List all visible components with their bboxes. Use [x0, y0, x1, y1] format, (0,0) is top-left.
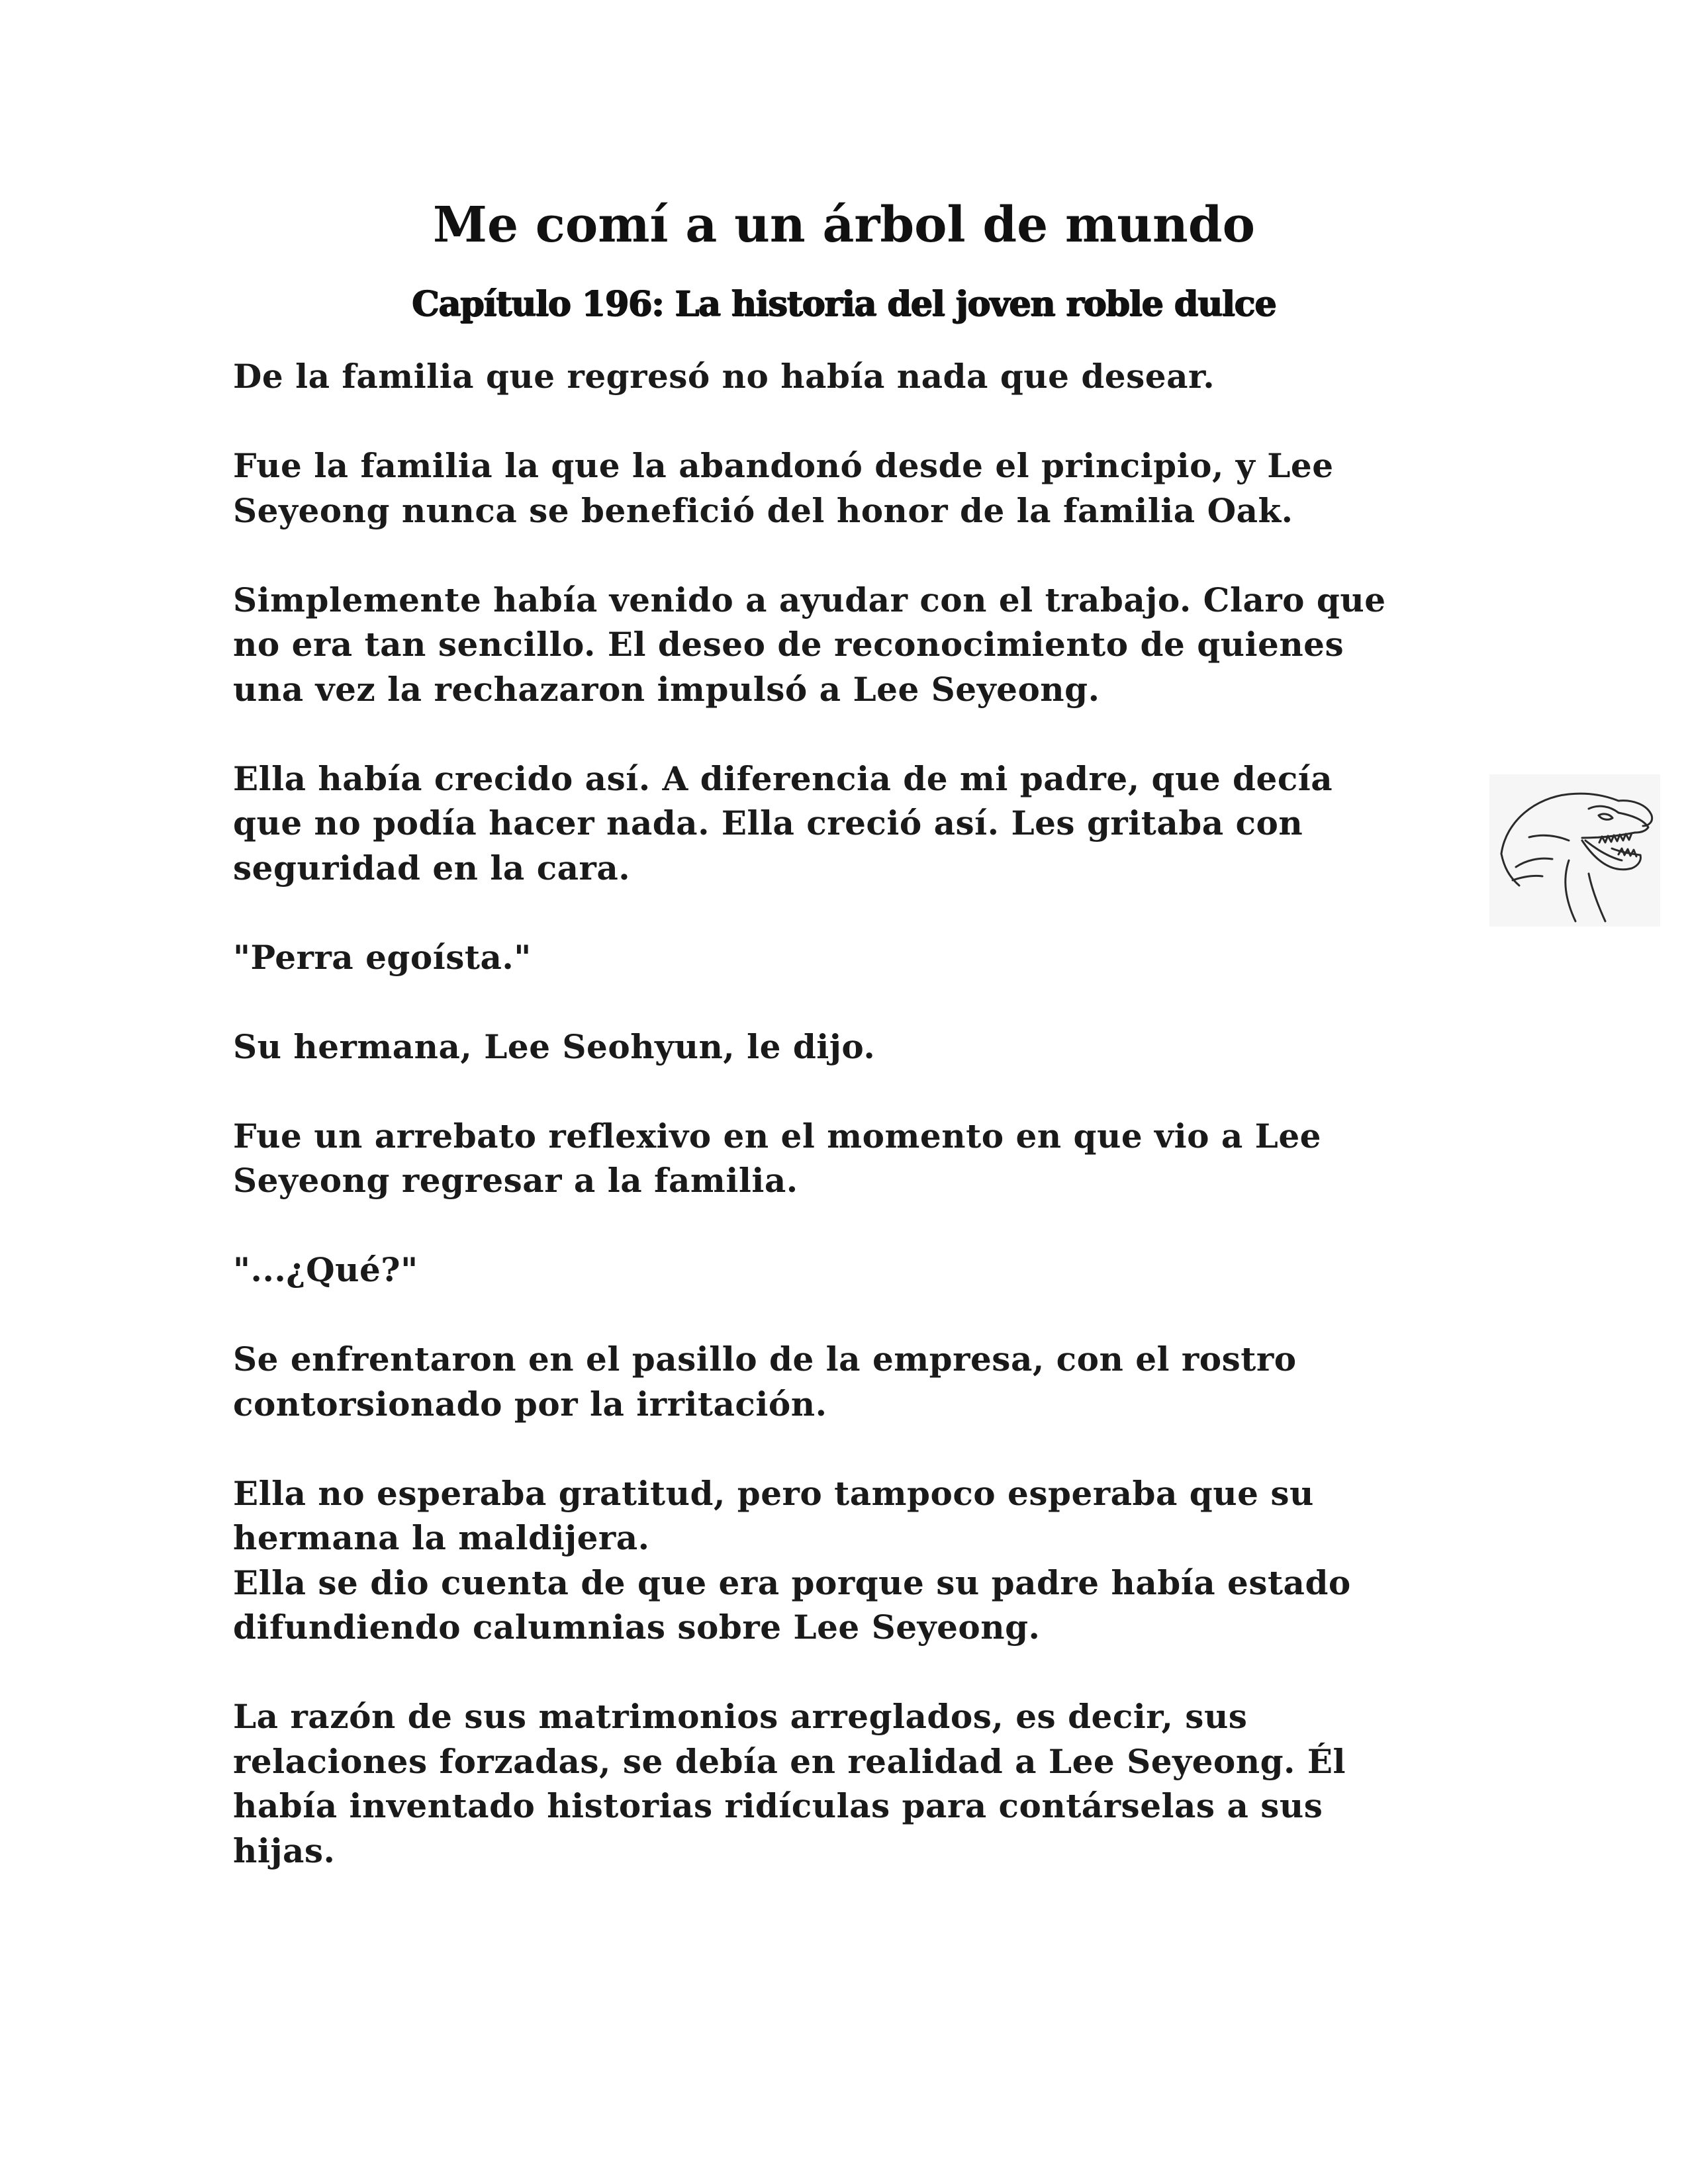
- text-line: Fue un arrebato reflexivo en el momento en que vio a Lee: [233, 1116, 1321, 1156]
- paragraph: [233, 1248, 1504, 1293]
- text-line: no era tan sencillo. El deseo de reconocimiento de quienes: [233, 625, 1344, 664]
- dinosaur-head-sketch-icon: [1489, 774, 1660, 927]
- text-line: hermana la maldijera.: [233, 1518, 650, 1557]
- text-line: seguridad en la cara.: [233, 848, 631, 887]
- paragraph: [233, 1114, 1504, 1203]
- chapter-subtitle: Capítulo 196: La historia del joven roble dulce: [412, 284, 1276, 324]
- page-title: Me comí a un árbol de mundo: [433, 197, 1255, 253]
- paragraph: [233, 1024, 1504, 1069]
- text-line: "Perra egoísta.": [233, 937, 532, 977]
- text-line: difundiendo calumnias sobre Lee Seyeong.: [233, 1608, 1041, 1647]
- text-line: Seyeong nunca se benefició del honor de la familia Oak.: [233, 490, 1293, 530]
- paragraph: [233, 578, 1504, 712]
- text-line: Simplemente había venido a ayudar con el trabajo. Claro que: [233, 580, 1386, 619]
- paragraph: [233, 354, 1504, 399]
- paragraph: [233, 1337, 1504, 1426]
- body-text: [233, 354, 1504, 1918]
- text-line: De la familia que regresó no había nada que desear.: [233, 357, 1215, 396]
- paragraph: [233, 1471, 1504, 1650]
- text-line: una vez la rechazaron impulsó a Lee Seyeong.: [233, 669, 1100, 709]
- text-line: que no podía hacer nada. Ella creció así. Les gritaba con: [233, 803, 1303, 842]
- text-line: había inventado historias ridículas para contárselas a sus: [233, 1786, 1323, 1825]
- text-line: contorsionado por la irritación.: [233, 1384, 827, 1424]
- text-line: Ella se dio cuenta de que era porque su padre había estado: [233, 1563, 1351, 1602]
- paragraph: [233, 1694, 1504, 1873]
- paragraph: [233, 756, 1504, 891]
- paragraph: [233, 935, 1504, 980]
- text-line: Su hermana, Lee Seohyun, le dijo.: [233, 1026, 876, 1066]
- text-line: "...¿Qué?": [233, 1250, 418, 1289]
- text-line: relaciones forzadas, se debía en realidad a Lee Seyeong. Él: [233, 1741, 1346, 1781]
- paragraph: [233, 443, 1504, 533]
- text-line: Seyeong regresar a la familia.: [233, 1161, 798, 1200]
- text-line: Fue la familia la que la abandonó desde el principio, y Lee: [233, 446, 1334, 485]
- text-line: hijas.: [233, 1831, 336, 1870]
- text-line: La razón de sus matrimonios arreglados, es decir, sus: [233, 1697, 1248, 1736]
- text-line: Se enfrentaron en el pasillo de la empresa, con el rostro: [233, 1340, 1297, 1379]
- text-line: Ella había crecido así. A diferencia de mi padre, que decía: [233, 758, 1333, 798]
- text-line: Ella no esperaba gratitud, pero tampoco esperaba que su: [233, 1473, 1314, 1513]
